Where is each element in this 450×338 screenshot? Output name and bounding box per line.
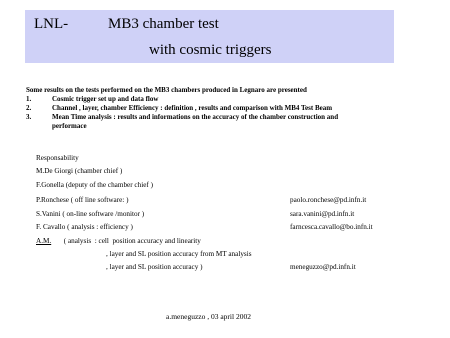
list-item-number: 1.: [26, 95, 32, 103]
responsibility-row: F.Gonella (deputy of the chamber chief ): [36, 181, 153, 189]
intro-text: Some results on the tests performed on the MB3 chambers produced in Legnaro are presented: [26, 86, 307, 94]
list-item-text: Channel , layer, chamber Efficiency : definition , results and comparison with MB4 Test Beam: [52, 104, 333, 112]
responsibility-row: S.Vanini ( on-line software /monitor ): [36, 210, 145, 218]
email-link[interactable]: meneguzzo@pd.infn.it: [290, 263, 356, 271]
footer-author-date: a.meneguzzo , 03 april 2002: [166, 312, 251, 321]
responsibility-row: , layer and SL position accuracy from MT analysis: [106, 250, 252, 258]
responsibility-row: , layer and SL position accuracy ): [106, 263, 203, 271]
list-item-text: Mean Time analysis : results and informations on the accuracy of the chamber construction and: [52, 113, 339, 121]
title-line2: with cosmic triggers: [149, 42, 272, 58]
responsibility-text: ( analysis : cell position accuracy and linearity: [51, 237, 201, 245]
responsibility-name: A.M.: [36, 237, 52, 245]
responsibility-row: F. Cavallo ( analysis : efficiency ): [36, 223, 133, 231]
list-item-number: 2.: [26, 104, 32, 112]
email-link[interactable]: sara.vanini@pd.infn.it: [290, 210, 355, 218]
responsibility-row: [36, 237, 201, 245]
responsibility-heading: Responsability: [36, 154, 79, 162]
title-lnl: LNL-: [34, 16, 69, 32]
responsibility-row: M.De Giorgi (chamber chief ): [36, 167, 123, 175]
list-item-number: 3.: [26, 113, 32, 121]
email-link[interactable]: farncesca.cavallo@bo.infn.it: [290, 223, 373, 231]
list-item-text: Cosmic trigger set up and data flow: [52, 95, 159, 103]
responsibility-row: P.Ronchese ( off line software: ): [36, 196, 129, 204]
title-line1: MB3 chamber test: [108, 16, 219, 32]
list-item-text: performace: [52, 122, 87, 130]
email-link[interactable]: paolo.ronchese@pd.infn.it: [290, 196, 367, 204]
